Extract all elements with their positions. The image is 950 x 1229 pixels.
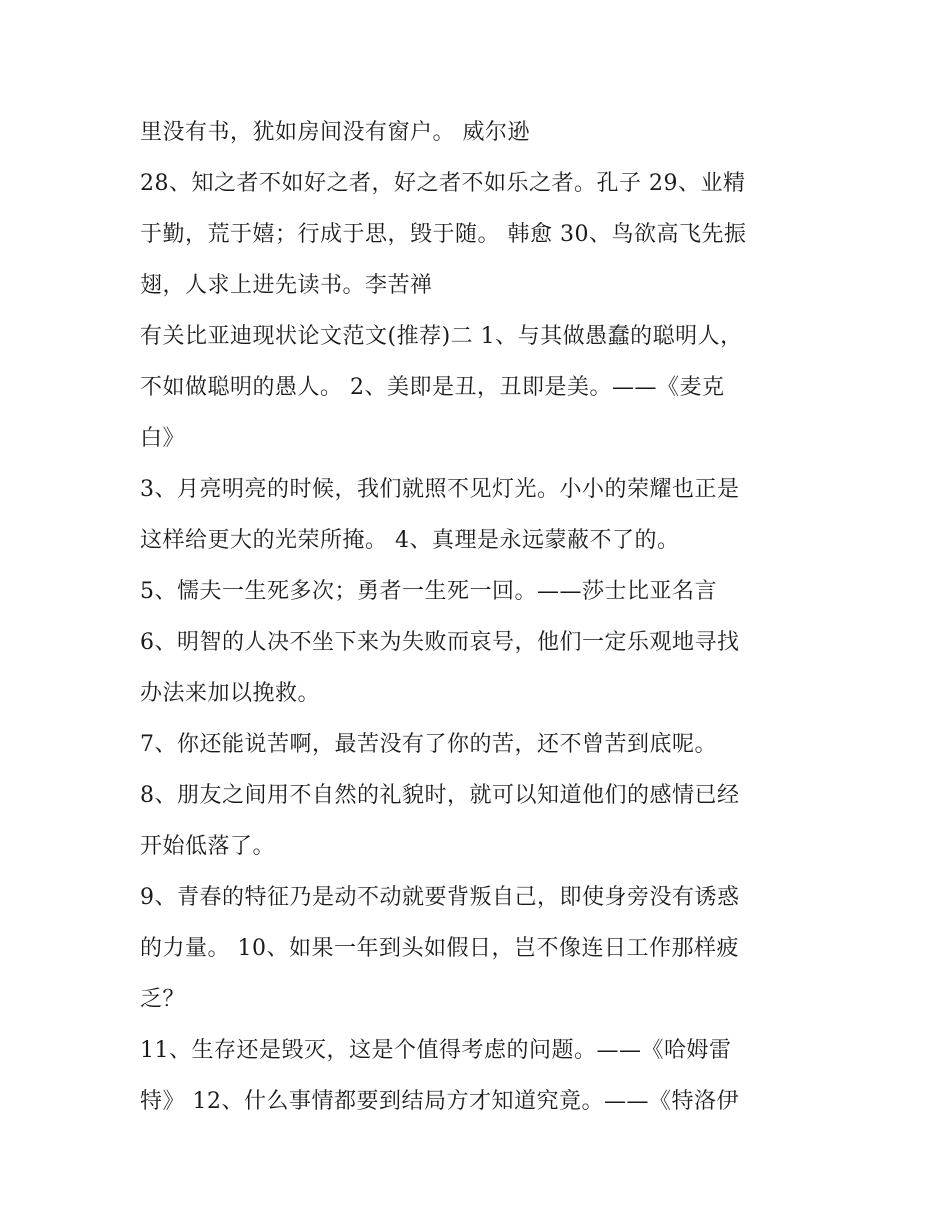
text-line: 开始低落了。	[140, 834, 276, 859]
text-line: 办法来加以挽救。	[140, 681, 321, 706]
text-line: 特》 12、什么事情都要到结局方才知道究竟。——《特洛伊	[140, 1089, 739, 1114]
text-line: 白》	[140, 426, 186, 451]
text-line: 11、生存还是毁灭，这是个值得考虑的问题。——《哈姆雷	[140, 1038, 732, 1063]
text-line: 6、明智的人决不坐下来为失败而哀号，他们一定乐观地寻找	[140, 630, 740, 655]
text-line: 28、知之者不如好之者，好之者不如乐之者。孔子 29、业精	[140, 171, 746, 196]
text-line: 9、青春的特征乃是动不动就要背叛自己，即使身旁没有诱惑	[140, 885, 740, 910]
text-line: 翅，人求上进先读书。李苦禅	[140, 273, 433, 298]
document-text-body	[140, 107, 820, 1127]
text-line: 里没有书，犹如房间没有窗户。 威尔逊	[140, 120, 530, 145]
text-line: 这样给更大的光荣所掩。 4、真理是永远蒙蔽不了的。	[140, 528, 680, 553]
text-line: 于勤，荒于嬉；行成于思，毁于随。 韩愈 30、鸟欲高飞先振	[140, 222, 747, 247]
text-line: 8、朋友之间用不自然的礼貌时，就可以知道他们的感情已经	[140, 783, 740, 808]
text-line: 不如做聪明的愚人。 2、美即是丑，丑即是美。——《麦克	[140, 375, 725, 400]
text-line: 3、月亮明亮的时候，我们就照不见灯光。小小的荣耀也正是	[140, 477, 740, 502]
text-line: 的力量。 10、如果一年到头如假日，岂不像连日工作那样疲	[140, 936, 739, 961]
text-line: 有关比亚迪现状论文范文(推荐)二 1、与其做愚蠢的聪明人，	[140, 324, 743, 349]
text-line: 乏？	[140, 987, 186, 1012]
text-line: 5、懦夫一生死多次；勇者一生死一回。——莎士比亚名言	[140, 579, 717, 604]
text-line: 7、你还能说苦啊，最苦没有了你的苦，还不曾苦到底呢。	[140, 732, 717, 757]
